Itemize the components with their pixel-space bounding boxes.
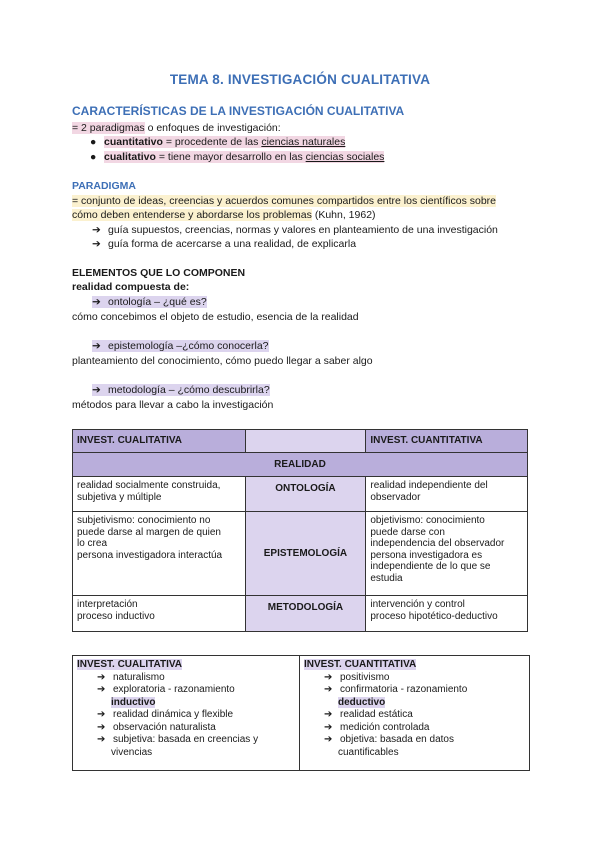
bullet-underlined: ciencias sociales [305, 151, 385, 163]
summary-cuantitativa: INVEST. CUANTITATIVA ➔ positivismo ➔ confirmatoria - razonamiento deductivo ➔ realidad estática ➔ medición controlada ➔ objetiva: basada en datos cuantificables [304, 659, 468, 758]
row-label-ontologia: ONTOLOGÍA [245, 477, 366, 512]
arrow-icon: ➔ [92, 296, 101, 308]
bullet-cuantitativo [90, 136, 345, 149]
table-cell: interpretación proceso inductivo [73, 596, 246, 632]
bullet-text: = procedente de las [162, 136, 262, 148]
summary-heading: INVEST. CUANTITATIVA [304, 659, 417, 670]
caracteristicas-intro [72, 122, 281, 135]
elementos-sub: realidad compuesta de: [72, 281, 190, 293]
elemento-label: epistemología –¿cómo conocerla? [108, 340, 269, 352]
bullet-cualitativo [90, 151, 384, 164]
table-cell: objetivismo: conocimiento puede darse con independencia del observador persona investigadora es independiente de lo que se estudia [366, 512, 528, 596]
arrow-icon: ➔ [92, 224, 101, 236]
elemento-epistemologia-desc: planteamiento del conocimiento, cómo puedo llegar a saber algo [72, 355, 373, 367]
arrow-icon: ➔ [97, 721, 106, 733]
table-cell: realidad independiente del observador [366, 477, 528, 512]
paradigma-definition: = conjunto de ideas, creencias y acuerdos comunes compartidos entre los científicos sobre [72, 195, 497, 207]
caracteristicas-heading: CARACTERÍSTICAS DE LA INVESTIGACIÓN CUALITATIVA [72, 104, 405, 118]
arrow-icon: ➔ [324, 684, 333, 695]
summary-cualitativa: INVEST. CUALITATIVA ➔ naturalismo ➔ exploratoria - razonamiento inductivo ➔ realidad dinámica y flexible ➔ observación naturalista ➔ subjetiva: basada en creencias y vivencias [77, 659, 259, 758]
summary-heading: INVEST. CUALITATIVA [77, 659, 182, 670]
bullet-dot-icon: ● [90, 151, 97, 163]
realidad-row: REALIDAD [73, 453, 528, 477]
column-divider [299, 656, 300, 770]
elemento-metodologia [92, 384, 270, 397]
intro-suffix: o enfoques de investigación: [144, 122, 281, 134]
arrow-icon: ➔ [97, 709, 106, 720]
arrow-icon: ➔ [324, 734, 333, 745]
row-label-epistemologia: EPISTEMOLOGÍA [245, 512, 366, 596]
elemento-epistemologia [92, 340, 269, 353]
elemento-label: metodología – ¿cómo descubrirla? [108, 384, 270, 396]
elementos-heading: ELEMENTOS QUE LO COMPONEN [72, 267, 246, 279]
bullet-dot-icon: ● [90, 136, 97, 148]
arrow-icon: ➔ [324, 709, 333, 720]
row-label-metodologia: METODOLOGÍA [245, 596, 366, 632]
bullet-term: cualitativo [104, 151, 156, 163]
elemento-metodologia-desc: métodos para llevar a cabo la investigación [72, 399, 274, 411]
page-title: TEMA 8. INVESTIGACIÓN CUALITATIVA [169, 72, 431, 87]
paradigma-arrow-2 [92, 238, 356, 251]
paradigma-arrow-1 [92, 224, 498, 237]
arrow-icon: ➔ [324, 721, 333, 733]
table-cell: intervención y control proceso hipotético-deductivo [366, 596, 528, 632]
arrow-text: guía supuestos, creencias, normas y valores en planteamiento de una investigación [108, 224, 498, 236]
paradigma-definition-cont: cómo deben entenderse y abordarse los problemas [72, 209, 312, 221]
arrow-icon: ➔ [97, 671, 106, 683]
table-cell: realidad socialmente construida, subjetiva y múltiple [73, 477, 246, 512]
intro-highlight: = 2 paradigmas [72, 122, 145, 134]
header-empty [245, 430, 366, 453]
elemento-ontologia [92, 296, 207, 309]
comparison-table [72, 429, 528, 632]
header-cualitativa: INVEST. CUALITATIVA [73, 430, 246, 453]
arrow-text: guía forma de acercarse a una realidad, de explicarla [108, 238, 357, 250]
elemento-label: ontología – ¿qué es? [108, 296, 207, 308]
arrow-icon: ➔ [97, 734, 106, 745]
bullet-underlined: ciencias naturales [261, 136, 346, 148]
header-cuantitativa: INVEST. CUANTITATIVA [366, 430, 528, 453]
elemento-ontologia-desc: cómo concebimos el objeto de estudio, esencia de la realidad [72, 311, 359, 323]
bullet-text: = tiene mayor desarrollo en las [155, 151, 306, 163]
paradigma-line2 [72, 209, 376, 222]
arrow-icon: ➔ [92, 384, 101, 396]
arrow-icon: ➔ [97, 684, 106, 695]
arrow-icon: ➔ [324, 671, 333, 683]
summary-table [72, 655, 530, 771]
bullet-term: cuantitativo [104, 136, 163, 148]
paradigma-heading: PARADIGMA [72, 180, 136, 192]
table-cell: subjetivismo: conocimiento no puede darse al margen de quien lo crea persona investigadora interactúa [73, 512, 246, 596]
paradigma-line1 [72, 195, 496, 208]
arrow-icon: ➔ [92, 340, 101, 352]
arrow-icon: ➔ [92, 238, 101, 250]
paradigma-citation: (Kuhn, 1962) [311, 209, 376, 221]
